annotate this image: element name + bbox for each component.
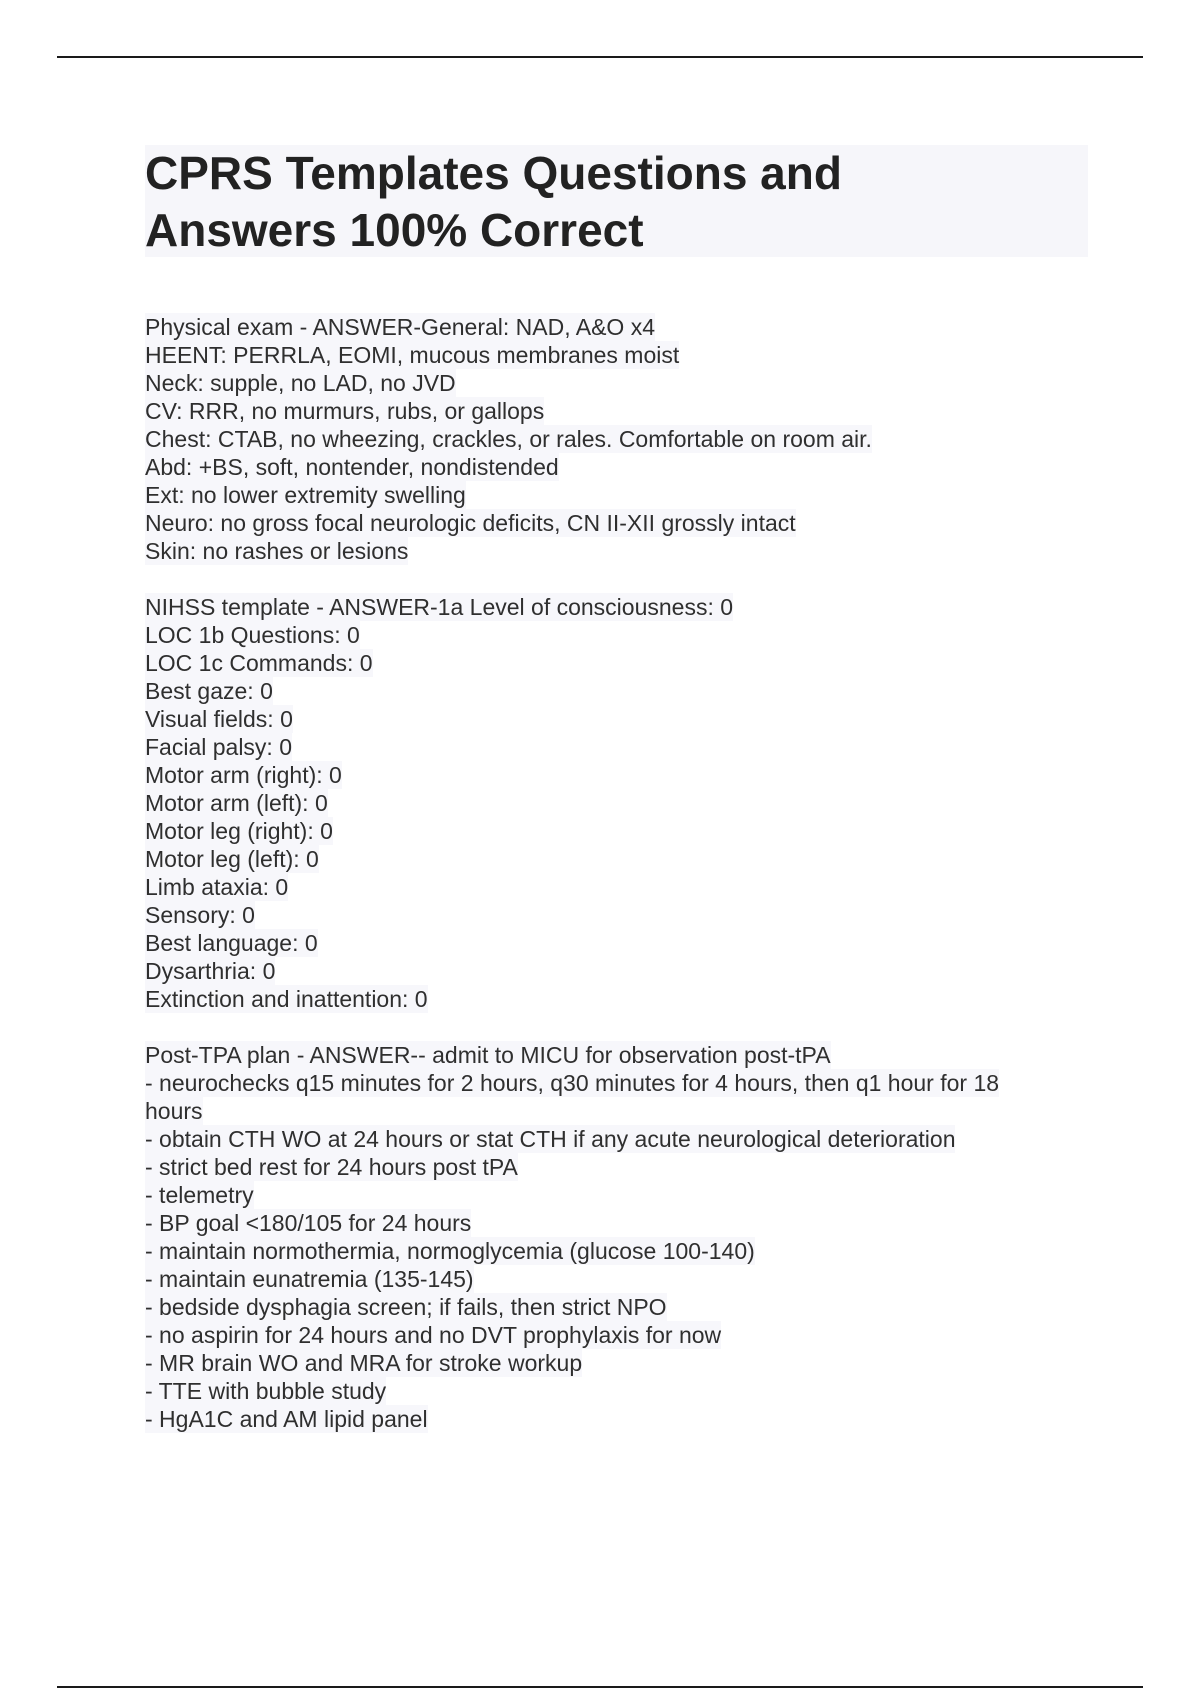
- text-line: Facial palsy: 0: [145, 734, 293, 760]
- text-line: - MR brain WO and MRA for stroke workup: [145, 1350, 583, 1376]
- text-line: Neuro: no gross focal neurologic deficits, CN II-XII grossly intact: [145, 510, 796, 536]
- text-line: Post-TPA plan - ANSWER-- admit to MICU for observation post-tPA: [145, 1042, 831, 1068]
- document-body: [145, 313, 1088, 1461]
- text-line: - maintain normothermia, normoglycemia (glucose 100-140): [145, 1238, 755, 1264]
- text-line: Skin: no rashes or lesions: [145, 538, 409, 564]
- text-line: Motor arm (left): 0: [145, 790, 328, 816]
- section-post-tpa-plan: [145, 1041, 1088, 1433]
- text-line: Best language: 0: [145, 930, 318, 956]
- text-line: - maintain eunatremia (135-145): [145, 1266, 474, 1292]
- section-physical-exam: [145, 313, 1088, 565]
- text-line: Sensory: 0: [145, 902, 255, 928]
- text-line: Motor arm (right): 0: [145, 762, 342, 788]
- text-line: - HgA1C and AM lipid panel: [145, 1406, 428, 1432]
- text-line: - bedside dysphagia screen; if fails, then strict NPO: [145, 1294, 667, 1320]
- text-line: LOC 1c Commands: 0: [145, 650, 373, 676]
- text-line: Chest: CTAB, no wheezing, crackles, or rales. Comfortable on room air.: [145, 426, 872, 452]
- text-line: Extinction and inattention: 0: [145, 986, 428, 1012]
- text-line: - BP goal <180/105 for 24 hours: [145, 1210, 472, 1236]
- text-line: - obtain CTH WO at 24 hours or stat CTH if any acute neurological deterioration: [145, 1126, 956, 1152]
- text-line: HEENT: PERRLA, EOMI, mucous membranes moist: [145, 342, 680, 368]
- text-line: Abd: +BS, soft, nontender, nondistended: [145, 454, 559, 480]
- text-line: - no aspirin for 24 hours and no DVT prophylaxis for now: [145, 1322, 722, 1348]
- text-line: Limb ataxia: 0: [145, 874, 289, 900]
- text-line: Ext: no lower extremity swelling: [145, 482, 466, 508]
- text-line: LOC 1b Questions: 0: [145, 622, 360, 648]
- text-line: Dysarthria: 0: [145, 958, 276, 984]
- text-line: - neurochecks q15 minutes for 2 hours, q30 minutes for 4 hours, then q1 hour for 18: [145, 1070, 1000, 1096]
- title-block: [145, 145, 1088, 257]
- text-line: - telemetry: [145, 1182, 254, 1208]
- text-line: NIHSS template - ANSWER-1a Level of consciousness: 0: [145, 594, 734, 620]
- text-line: - TTE with bubble study: [145, 1378, 387, 1404]
- text-line: hours: [145, 1098, 203, 1124]
- text-line: Motor leg (left): 0: [145, 846, 319, 872]
- header-rule: [57, 56, 1143, 58]
- footer-rule: [57, 1686, 1143, 1688]
- text-line: - strict bed rest for 24 hours post tPA: [145, 1154, 518, 1180]
- text-line: CV: RRR, no murmurs, rubs, or gallops: [145, 398, 545, 424]
- text-line: Best gaze: 0: [145, 678, 273, 704]
- text-line: Physical exam - ANSWER-General: NAD, A&O x4: [145, 314, 655, 340]
- text-line: Neck: supple, no LAD, no JVD: [145, 370, 456, 396]
- text-line: Visual fields: 0: [145, 706, 293, 732]
- text-line: Motor leg (right): 0: [145, 818, 333, 844]
- document-title: CPRS Templates Questions and Answers 100% Correct: [145, 147, 842, 256]
- section-nihss-template: [145, 593, 1088, 1013]
